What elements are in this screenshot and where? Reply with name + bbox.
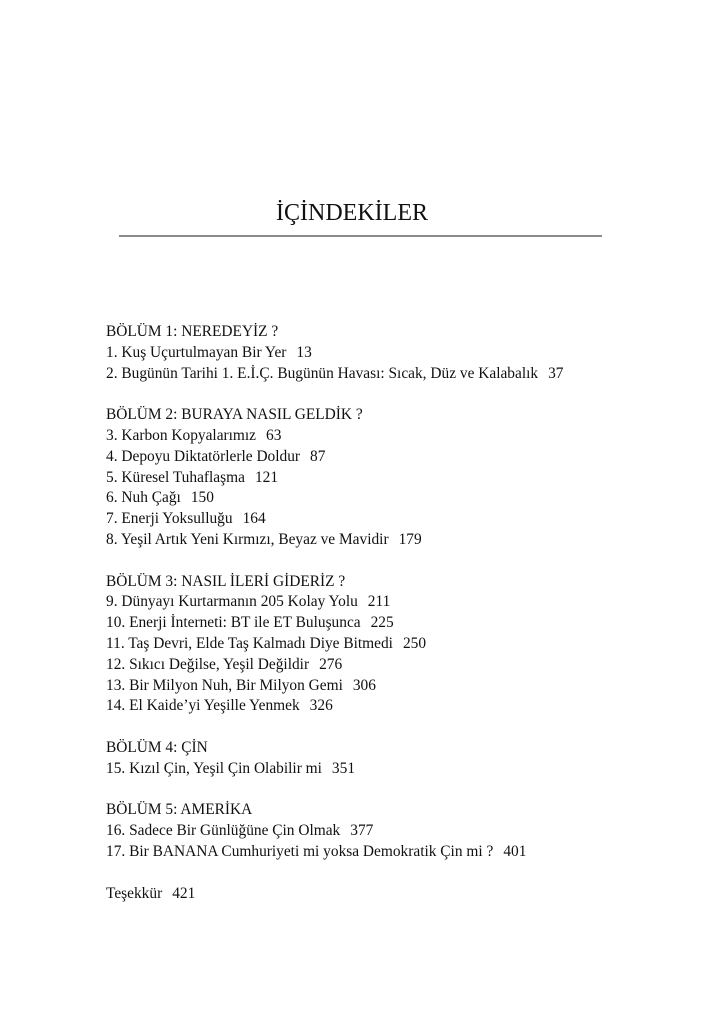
toc-entry[interactable] (106, 655, 666, 676)
entry-title: 16. Sadece Bir Günlüğüne Çin Olmak (106, 822, 341, 840)
section-heading: BÖLÜM 1: NEREDEYİZ ? (106, 323, 279, 340)
toc-entry[interactable] (106, 613, 666, 634)
toc-entry[interactable] (106, 468, 666, 489)
toc-entry[interactable] (106, 426, 666, 447)
entry-page-number: 306 (352, 676, 376, 694)
page-title: İÇİNDEKİLER (276, 200, 428, 226)
section-heading: BÖLÜM 4: ÇİN (106, 738, 208, 756)
entry-title: 7. Enerji Yoksulluğu (106, 510, 233, 528)
section-heading: BÖLÜM 3: NASIL İLERİ GİDERİZ ? (106, 572, 346, 590)
entry-title: 15. Kızıl Çin, Yeşil Çin Olabilir mi (106, 759, 322, 777)
toc-entry[interactable] (106, 759, 666, 780)
table-of-contents (106, 322, 666, 904)
entry-title: 13. Bir Milyon Nuh, Bir Milyon Gemi (106, 676, 343, 694)
entry-title: 5. Küresel Tuhaflaşma (106, 468, 245, 486)
toc-entry[interactable] (106, 696, 666, 717)
entry-title: 8. Yeşil Artık Yeni Kırmızı, Beyaz ve Mavidir (106, 530, 389, 548)
title-divider (119, 235, 602, 237)
toc-entry[interactable] (106, 488, 666, 509)
entry-page-number: 211 (367, 593, 391, 611)
entry-page-number: 377 (350, 822, 374, 840)
entry-page-number: 326 (309, 697, 333, 715)
toc-entry[interactable] (106, 821, 666, 842)
toc-section (106, 405, 666, 551)
entry-title: 3. Karbon Kopyalarımız (106, 426, 257, 444)
entry-page-number: 179 (398, 530, 422, 548)
toc-entry[interactable] (106, 592, 666, 613)
entry-title: Teşekkür (106, 884, 163, 902)
entry-page-number: 164 (242, 510, 266, 528)
entry-title: 9. Dünyayı Kurtarmanın 205 Kolay Yolu (106, 593, 358, 611)
entry-page-number: 87 (310, 447, 326, 465)
entry-page-number: 401 (503, 842, 527, 860)
entry-title: 14. El Kaide’yi Yeşille Yenmek (106, 697, 300, 715)
toc-section (106, 800, 666, 862)
toc-entry[interactable] (106, 676, 666, 697)
entry-title: 4. Depoyu Diktatörlerle Doldur (106, 447, 301, 465)
toc-entry[interactable] (106, 447, 666, 468)
entry-title: 1. Kuş Uçurtulmayan Bir Yer (106, 343, 287, 361)
entry-title: 17. Bir BANANA Cumhuriyeti mi yoksa Demokratik Çin mi ? (106, 842, 494, 860)
section-heading: BÖLÜM 2: BURAYA NASIL GELDİK ? (106, 406, 363, 424)
toc-entry[interactable] (106, 842, 666, 863)
entry-page-number: 351 (331, 759, 356, 777)
toc-entry[interactable] (106, 509, 666, 530)
entry-title: 10. Enerji İnterneti: BT ile ET Buluşunca (106, 614, 361, 632)
toc-section (106, 572, 666, 718)
entry-page-number: 150 (190, 489, 214, 507)
entry-page-number: 37 (548, 364, 564, 382)
toc-entry[interactable] (106, 634, 666, 655)
toc-section (106, 738, 666, 780)
entry-page-number: 63 (266, 426, 282, 444)
toc-entry[interactable] (106, 343, 666, 364)
entry-page-number: 121 (254, 468, 279, 486)
entry-page-number: 250 (402, 634, 427, 652)
entry-page-number: 13 (296, 343, 312, 361)
entry-page-number: 421 (172, 884, 196, 902)
entry-title: 2. Bugünün Tarihi 1. E.İ.Ç. Bugünün Havası: Sıcak, Düz ve Kalabalık (106, 364, 539, 382)
toc-entry[interactable] (106, 364, 666, 385)
entry-title: 6. Nuh Çağı (106, 489, 181, 507)
section-heading: BÖLÜM 5: AMERİKA (106, 801, 253, 819)
toc-entry[interactable] (106, 530, 666, 551)
entry-title: 11. Taş Devri, Elde Taş Kalmadı Diye Bitmedi (106, 634, 393, 652)
entry-title: 12. Sıkıcı Değilse, Yeşil Değildir (106, 655, 310, 673)
toc-entry-acknowledgements[interactable] (106, 884, 666, 905)
entry-page-number: 225 (370, 614, 394, 632)
toc-section (106, 322, 666, 384)
entry-page-number: 276 (319, 655, 343, 673)
